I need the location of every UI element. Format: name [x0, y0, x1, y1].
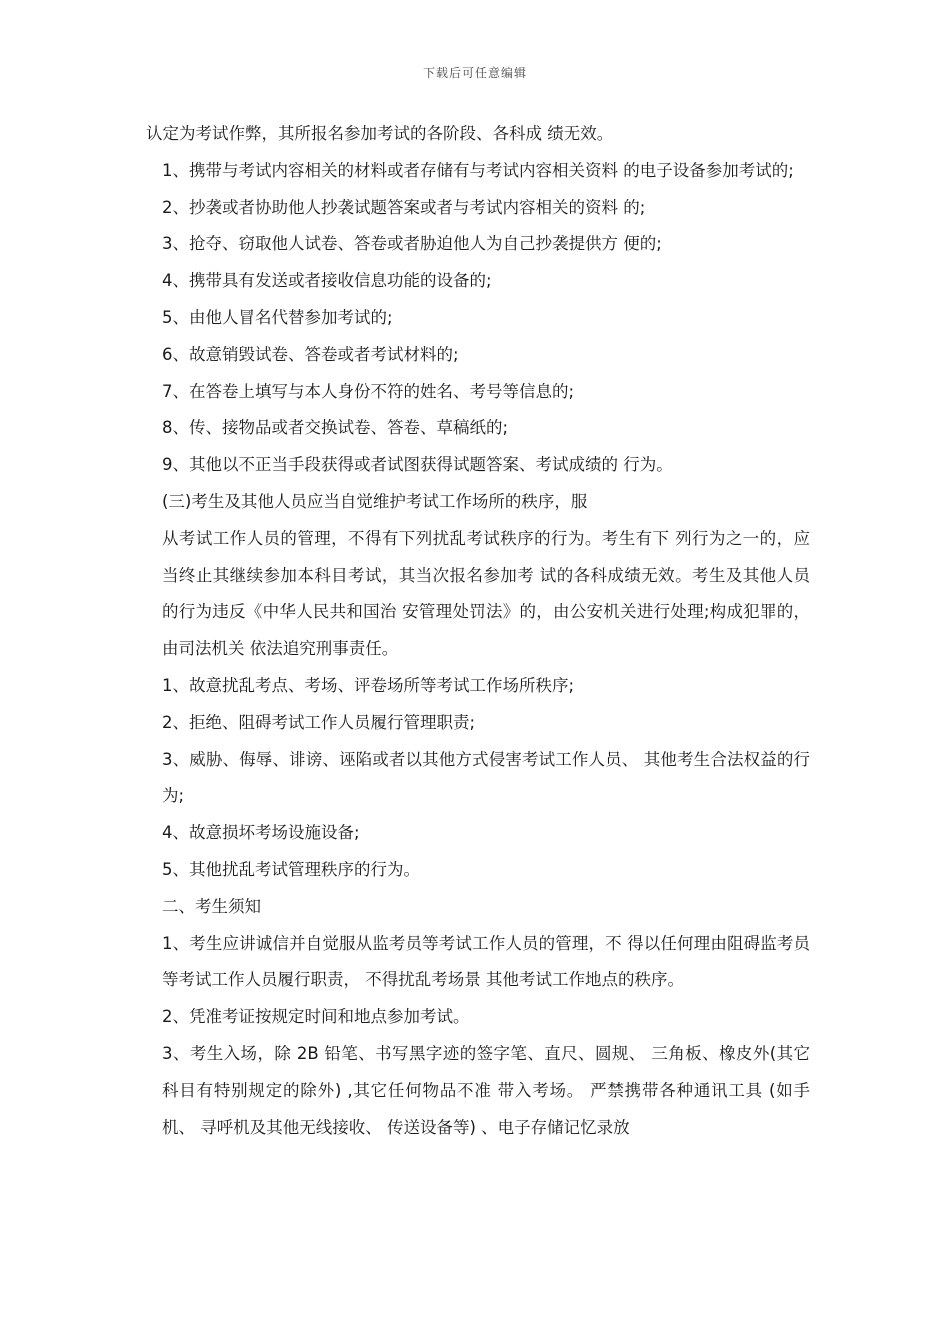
notice-item-3: 3、考生入场，除 2B 铅笔、书写黑字迹的签字笔、直尺、圆规、 三角板、橡皮外(其它科目有特别规定的除外) ,其它任何物品不准 带入考场。 严禁携带各种通讯工具 (如手机、 寻呼机及其他无线接收、 传送设备等) 、电子存储记忆录放 — [162, 1043, 810, 1137]
rule-item-6: 6、故意销毁试卷、答卷或者考试材料的; — [162, 344, 459, 364]
section-3-heading: (三)考生及其他人员应当自觉维护考试工作场所的秩序，服 — [162, 491, 588, 511]
notice-item-1: 1、考生应讲诚信并自觉服从监考员等考试工作人员的管理，不 得以任何理由阻碍监考员等考试工作人员履行职责， 不得扰乱考场景 其他考试工作地点的秩序。 — [162, 933, 810, 990]
notice-item-2: 2、凭准考证按规定时间和地点参加考试。 — [162, 1007, 470, 1027]
rule-item-7: 7、在答卷上填写与本人身份不符的姓名、考号等信息的; — [162, 381, 575, 401]
rule-item-8: 8、传、接物品或者交换试卷、答卷、草稿纸的; — [162, 418, 509, 438]
section-2-heading: 二、考生须知 — [162, 896, 261, 916]
section-3-body: 从考试工作人员的管理，不得有下列扰乱考试秩序的行为。考生有下 列行为之一的，应当终止其继续参加本科目考试，其当次报名参加考 试的各科成绩无效。考生及其他人员的行为违反《中华人民共和国治 安管理处罚法》的，由公安机关进行处理;构成犯罪的，由司法机关 依法追究刑事责任。 — [162, 528, 810, 659]
order-item-4: 4、故意损坏考场设施设备; — [162, 823, 360, 843]
rule-item-2: 2、抄袭或者协助他人抄袭试题答案或者与考试内容相关的资料 的; — [162, 197, 646, 217]
order-item-2: 2、拒绝、阻碍考试工作人员履行管理职责; — [162, 712, 476, 732]
rule-item-9: 9、其他以不正当手段获得或者试图获得试题答案、考试成绩的 行为。 — [162, 455, 673, 475]
rule-item-1: 1、携带与考试内容相关的材料或者存储有与考试内容相关资料 的电子设备参加考试的; — [162, 160, 794, 180]
page-header-note: 下载后可任意编辑 — [422, 66, 527, 80]
order-item-5: 5、其他扰乱考试管理秩序的行为。 — [162, 859, 420, 879]
order-item-1: 1、故意扰乱考点、考场、评卷场所等考试工作场所秩序; — [162, 675, 575, 695]
paragraph-0: 认定为考试作弊，其所报名参加考试的各阶段、各科成 绩无效。 — [146, 124, 614, 143]
order-item-3: 3、威胁、侮辱、诽谤、诬陷或者以其他方式侵害考试工作人员、 其他考生合法权益的行为; — [162, 749, 810, 806]
rule-item-4: 4、携带具有发送或者接收信息功能的设备的; — [162, 271, 492, 291]
rule-item-5: 5、由他人冒名代替参加考试的; — [162, 307, 393, 327]
document-body — [146, 116, 810, 1146]
rule-item-3: 3、抢夺、窃取他人试卷、答卷或者胁迫他人为自己抄袭提供方 便的; — [162, 234, 662, 254]
